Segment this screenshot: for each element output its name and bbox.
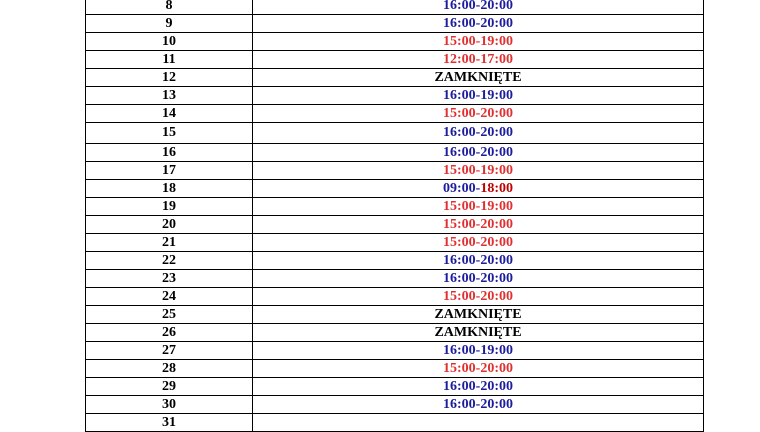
table-row — [86, 180, 704, 198]
table-row — [86, 342, 704, 360]
day-cell: 17 — [86, 162, 253, 180]
day-cell: 11 — [86, 51, 253, 69]
hours-cell: 16:00-20:00 — [253, 144, 704, 162]
table-row — [86, 252, 704, 270]
table-row — [86, 324, 704, 342]
day-cell: 18 — [86, 180, 253, 198]
hours-start: 09:00- — [443, 181, 481, 196]
day-cell: 8 — [86, 0, 253, 15]
table-row — [86, 306, 704, 324]
hours-cell: 15:00-20:00 — [253, 288, 704, 306]
table-row — [86, 105, 704, 123]
day-cell: 27 — [86, 342, 253, 360]
day-cell: 13 — [86, 87, 253, 105]
table-row — [86, 360, 704, 378]
day-cell: 28 — [86, 360, 253, 378]
opening-hours-table — [85, 0, 704, 432]
table-row — [86, 144, 704, 162]
table-row — [86, 0, 704, 15]
table-row — [86, 87, 704, 105]
day-cell: 25 — [86, 306, 253, 324]
hours-cell: 15:00-19:00 — [253, 162, 704, 180]
day-cell: 14 — [86, 105, 253, 123]
table-row — [86, 378, 704, 396]
hours-cell — [253, 414, 704, 432]
hours-cell: 15:00-19:00 — [253, 33, 704, 51]
table-row — [86, 414, 704, 432]
hours-cell: 16:00-19:00 — [253, 342, 704, 360]
hours-cell: 12:00-17:00 — [253, 51, 704, 69]
table-row — [86, 51, 704, 69]
day-cell: 22 — [86, 252, 253, 270]
closed-cell: ZAMKNIĘTE — [253, 306, 704, 324]
table-row — [86, 162, 704, 180]
hours-cell: 16:00-20:00 — [253, 270, 704, 288]
day-cell: 26 — [86, 324, 253, 342]
hours-cell: 16:00-20:00 — [253, 252, 704, 270]
hours-cell: 15:00-19:00 — [253, 198, 704, 216]
hours-end: 18:00 — [480, 181, 513, 196]
day-cell: 24 — [86, 288, 253, 306]
day-cell: 20 — [86, 216, 253, 234]
day-cell: 30 — [86, 396, 253, 414]
day-cell: 29 — [86, 378, 253, 396]
hours-cell: 16:00-20:00 — [253, 378, 704, 396]
day-cell: 9 — [86, 15, 253, 33]
closed-cell: ZAMKNIĘTE — [253, 69, 704, 87]
opening-hours-sheet — [85, 0, 701, 432]
table-row — [86, 123, 704, 144]
hours-cell: 15:00-20:00 — [253, 105, 704, 123]
table-row — [86, 270, 704, 288]
table-row — [86, 288, 704, 306]
table-row — [86, 234, 704, 252]
hours-cell: 16:00-20:00 — [253, 396, 704, 414]
table-row — [86, 33, 704, 51]
hours-cell: 16:00-19:00 — [253, 87, 704, 105]
day-cell: 16 — [86, 144, 253, 162]
hours-cell: 16:00-20:00 — [253, 0, 704, 15]
closed-cell: ZAMKNIĘTE — [253, 324, 704, 342]
table-row — [86, 69, 704, 87]
day-cell: 31 — [86, 414, 253, 432]
hours-cell: 16:00-20:00 — [253, 15, 704, 33]
hours-cell — [253, 180, 704, 198]
hours-cell: 15:00-20:00 — [253, 216, 704, 234]
table-row — [86, 198, 704, 216]
table-row — [86, 396, 704, 414]
hours-cell: 15:00-20:00 — [253, 360, 704, 378]
hours-cell: 15:00-20:00 — [253, 234, 704, 252]
day-cell: 15 — [86, 123, 253, 144]
day-cell: 21 — [86, 234, 253, 252]
table-row — [86, 216, 704, 234]
hours-cell: 16:00-20:00 — [253, 123, 704, 144]
day-cell: 10 — [86, 33, 253, 51]
table-row — [86, 15, 704, 33]
day-cell: 19 — [86, 198, 253, 216]
day-cell: 12 — [86, 69, 253, 87]
day-cell: 23 — [86, 270, 253, 288]
